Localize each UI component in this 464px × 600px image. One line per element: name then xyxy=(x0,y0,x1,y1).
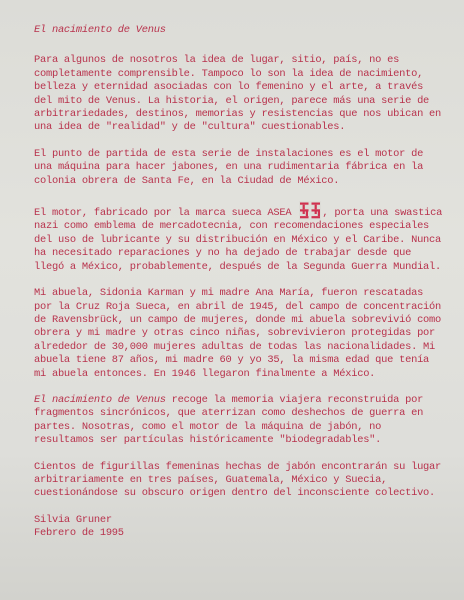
asea-logo-icon xyxy=(299,201,321,220)
document-title: El nacimiento de Venus xyxy=(34,24,166,36)
work-title-italic: El nacimiento de Venus xyxy=(34,393,166,406)
signature-block xyxy=(34,514,446,541)
author-name: Silvia Gruner xyxy=(34,513,112,526)
signature-date: Febrero de 1995 xyxy=(34,527,124,540)
paragraph-family-history: Mi abuela, Sidonia Karman y mi madre Ana María, fueron rescatadas por la Cruz Roja Sueca, en abril de 1945, del campo de concentración de Ravensbrück, un campo de mujeres, donde mi abuela sobrevivió como obrera y mi madre y otras cinco niñas, sobrevivieron protegidas por alrededor de 30,000 mujeres adultas de todas las nacionalidades. Mi abuela tiene 87 años, mi madre 60 y yo 35, la misma edad que tenía mi abuela entonces. En 1946 llegaron finalmente a México. xyxy=(34,287,442,380)
paragraph-intro: Para algunos de nosotros la idea de lugar, sitio, país, no es completamente comprensible. Tampoco lo son la idea de nacimiento, belleza y eternidad asociadas con lo femenino y el arte, a través del mito de Venus. La historia, el origen, parece más una serie de arbitrariedades, destinos, memorias y resistencias que nos ubican en una idea de "realidad" y de "cultura" cuestionables. xyxy=(34,54,442,134)
paragraph-memory-text: recoge la memoria viajera reconstruida por fragmentos sincrónicos, que aterrizan como deshechos de guerra en partes. Nosotras, como el motor de la máquina de jabón, no resultamos ser partículas históricamente "biodegradables". xyxy=(34,393,424,447)
paragraph-motor xyxy=(34,201,446,274)
paragraph-starting-point: El punto de partida de esta serie de instalaciones es el motor de una máquina para hacer jabones, en una rudimentaria fábrica en la colonia obrera de Santa Fe, en la Ciudad de México. xyxy=(34,147,424,187)
wall-text xyxy=(34,24,446,541)
paragraph-figurines: Cientos de figurillas femeninas hechas de jabón encontrarán su lugar arbitrariamente en tres países, Guatemala, México y Suecia, cuestionándose su obscuro origen dentro del inconsciente colectivo. xyxy=(34,460,442,500)
paragraph-memory xyxy=(34,394,446,448)
paragraph-motor-text-before: El motor, fabricado por la marca sueca ASEA xyxy=(34,207,298,220)
paragraph-motor-text-after: , porta una swastica nazi como emblema de mercadotecnia, con recomendaciones especiales del uso de lubricante y su distribución en México y el Caribe. Nunca ha necesitado reparaciones y no ha dejado de trabajar desde que llegó a México, probablemente, después de la Segunda Guerra Mundial. xyxy=(34,207,443,273)
